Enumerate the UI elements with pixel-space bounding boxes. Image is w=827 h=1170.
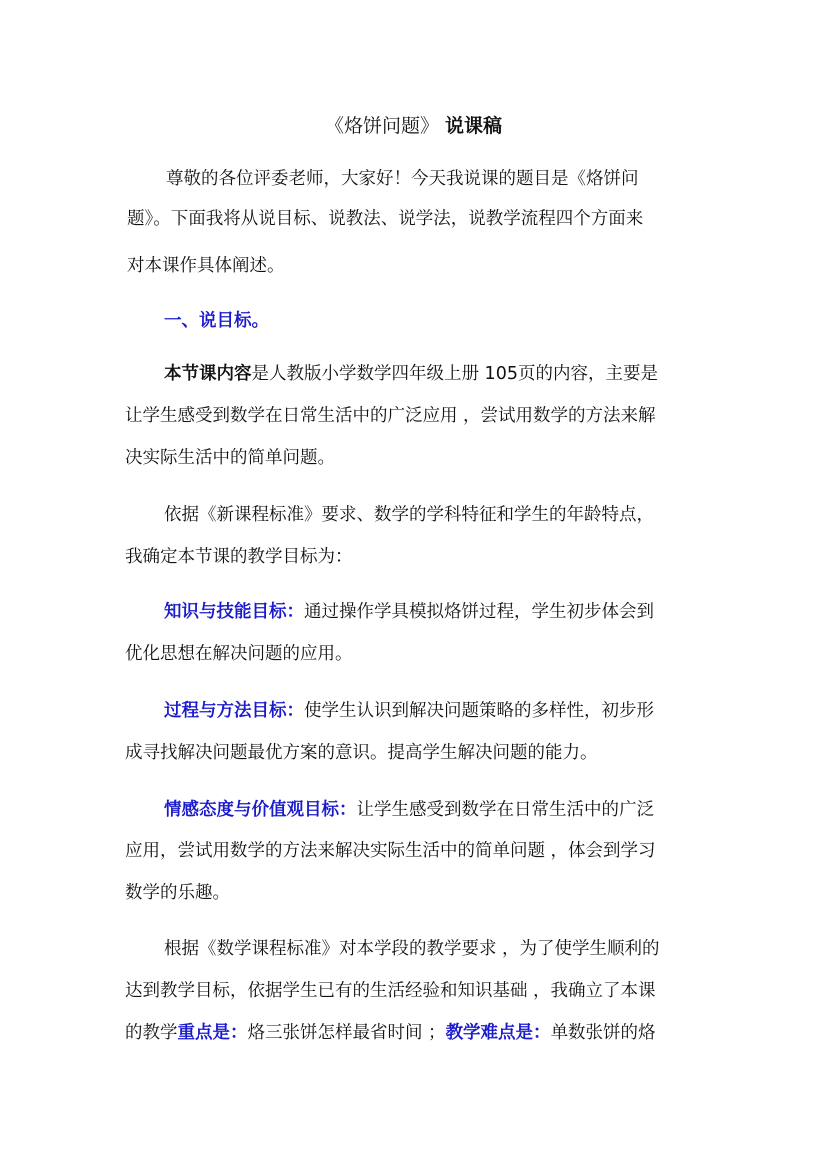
focus-line-1: 根据《数学课程标准》对本学段的教学要求 ，为了使学生顺利的 [164,939,660,959]
goal-knowledge-line-2: 优化思想在解决问题的应用。 [125,644,353,664]
goal-emotion-line-1 [164,797,654,823]
difficulty-label: 教学难点是： [445,1023,551,1043]
goal-emotion-line-2: 应用，尝试用数学的方法来解决实际生活中的简单问题 ，体会到学习 [125,841,656,861]
goal-process-line-2: 成寻找解决问题最优方案的意识。提高学生解决问题的能力。 [125,743,598,763]
focus-prefix: 的教学 [125,1023,178,1043]
intro-line-1: 尊敬的各位评委老师，大家好！今天我说课的题目是《烙饼问 [166,169,639,189]
content-line-3: 决实际生活中的简单问题。 [125,448,335,468]
focus-line-2: 达到教学目标，依据学生已有的生活经验和知识基础 ，我确立了本课 [125,981,656,1001]
content-label: 本节课内容 [164,364,252,384]
content-line-1 [164,361,658,387]
content-text: 是人教版小学数学四年级上册 105页的内容，主要是 [251,364,658,384]
document-title [0,112,827,140]
content-line-2: 让学生感受到数学在日常生活中的广泛应用 ，尝试用数学的方法来解 [125,406,656,426]
title-bold: 说课稿 [445,115,503,137]
goal-emotion-label: 情感态度与价值观目标： [164,800,357,820]
goal-process-label: 过程与方法目标： [164,701,304,721]
focus-line-3 [125,1020,656,1046]
goal-knowledge-text: 通过操作学具模拟烙饼过程，学生初步体会到 [304,602,654,622]
difficulty-text: 单数张饼的烙 [550,1023,656,1043]
key-point-text: 烙三张饼怎样最省时间 ； [247,1023,446,1043]
goal-knowledge-line-1 [164,599,654,625]
section-heading-goals: 一、说目标。 [164,311,269,331]
basis-line-1: 依据《新课程标准》要求、数学的学科特征和学生的年龄特点， [164,505,654,525]
goal-knowledge-label: 知识与技能目标： [164,602,304,622]
basis-line-2: 我确定本节课的教学目标为： [125,547,353,567]
goal-emotion-text: 让学生感受到数学在日常生活中的广泛 [356,800,654,820]
key-point-label: 重点是： [177,1023,248,1043]
goal-emotion-line-3: 数学的乐趣。 [125,883,230,903]
goal-process-text: 使学生认识到解决问题策略的多样性，初步形 [304,701,654,721]
intro-line-2: 题》。下面我将从说目标、说教法、说学法，说教学流程四个方面来 [127,209,644,229]
title-main: 《烙饼问题》 [324,115,439,137]
intro-line-3: 对本课作具体阐述。 [127,256,285,276]
goal-process-line-1 [164,698,654,724]
